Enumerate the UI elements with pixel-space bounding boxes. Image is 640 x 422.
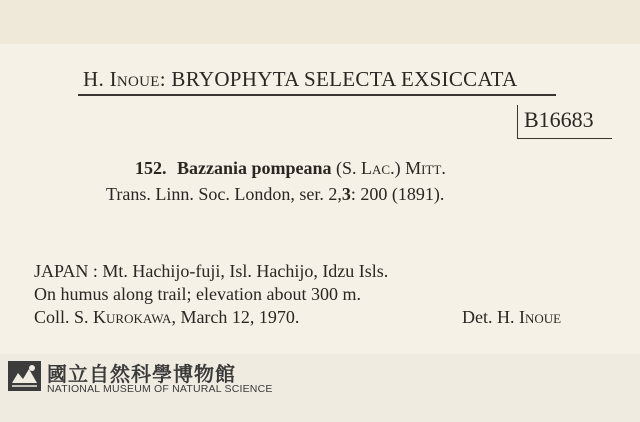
collection-date: , March 12, 1970. [171,307,300,327]
museum-name-chinese: 國立自然科學博物館 [47,362,236,386]
determiner-prefix: Det. H. [462,307,519,327]
specimen-number: 152. [135,158,167,178]
species-name: Bazzania pompeana [177,158,332,178]
determiner-line [462,307,561,328]
collector-name: Kurokawa [93,307,172,327]
reference-text: Trans. Linn. Soc. London, ser. 2, [106,184,342,204]
reference-line [106,184,444,205]
authority-first: Lac [361,158,391,178]
accession-number: B16683 [524,107,594,132]
collector-line [34,307,299,328]
determiner-name: Inoue [519,307,562,327]
reference-pages: : 200 (1891). [350,184,445,204]
authority-open: (S. [331,158,362,178]
museum-name-english: NATIONAL MUSEUM OF NATURAL SCIENCE [47,383,273,395]
locality-line-2: On humus along trail; elevation about 300 m. [34,284,361,304]
collector-initial: H. [83,67,110,91]
series-title: : BRYOPHYTA SELECTA EXSICCATA [159,67,518,91]
header-rule [78,94,556,96]
collector-prefix: Coll. S. [34,307,94,327]
authority-close: .) [390,158,406,178]
collector-surname: Inoue [109,67,160,91]
species-line [135,158,446,179]
label-header [83,67,518,92]
authority-end: . [441,158,446,178]
background-strip [0,0,640,44]
locality-line-1: JAPAN : Mt. Hachijo-fuji, Isl. Hachijo, Idzu Isls. [34,261,389,281]
authority-second: Mitt [405,158,442,178]
reference-volume: 3 [341,184,351,204]
museum-logo-icon [8,361,41,391]
